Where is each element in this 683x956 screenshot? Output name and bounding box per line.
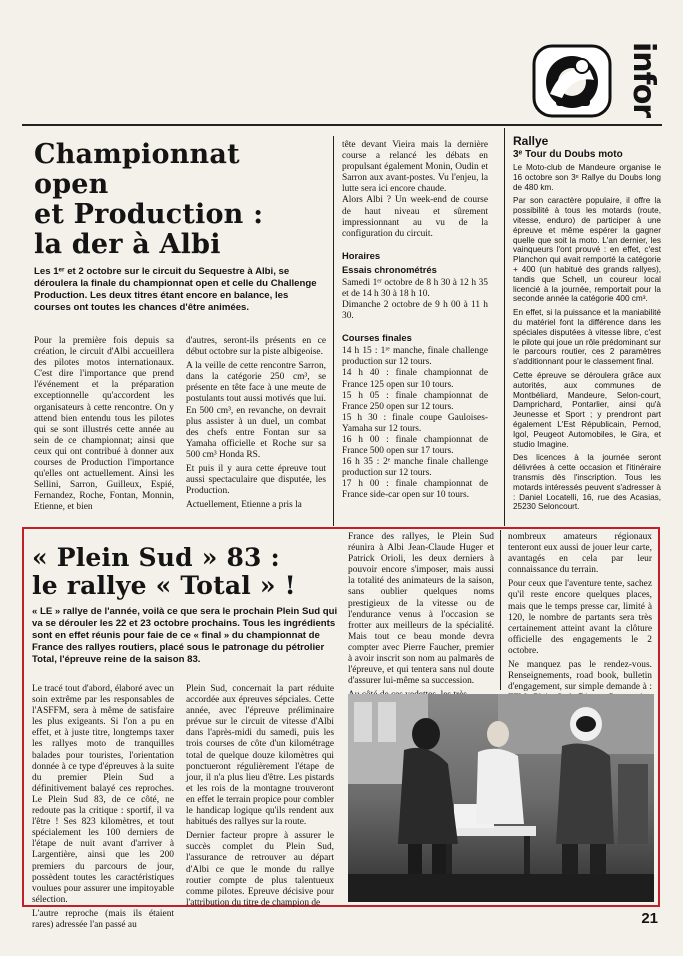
article2-col3 — [348, 532, 494, 704]
article2-col4-p3: Ne manquez pas le rendez-vous. Renseignements, road book, bulletin d'engagement, sur simple demande à : — [508, 660, 652, 693]
course-item: 15 h 05 : finale championnat de France 250 open sur 12 tours. — [342, 390, 488, 412]
article1-col1 — [34, 336, 174, 517]
rallye-heading: Rallye — [513, 134, 549, 148]
rallye-sidebar — [513, 134, 661, 516]
paddock-photo-illustration — [348, 694, 654, 902]
rallye-p3: En effet, si la puissance et la maniabilité du matériel font la différence dans les spéciales disputées à vitesse libre, c'est le pilote qui joue un rôle prédominant sur le parcours routier, ces 2 paramètres s'additionnant pour le classement final. — [513, 308, 661, 367]
rallye-subheading: 3ᵉ Tour du Doubs moto — [513, 149, 623, 160]
article1-col2-p4: Actuellement, Etienne a pris la — [186, 500, 302, 511]
course-item: 17 h 00 : finale championnat de France side-car open sur 10 tours. — [342, 479, 488, 501]
courses-heading: Courses finales — [342, 332, 412, 344]
article1-col1-text: Pour la première fois depuis sa création, le circuit d'Albi accueillera des pilotes motos internationaux. C'est dire l'importance que prend l'événement et la préparation exceptionnelle qu'accordent les organisateurs à cette rencontre. On y attend bien entendu tous les pilotes qui se sont illustrés cette année au sein de ce championnat; ainsi que ceux qui ont contribué à donner aux courses de Production l'importance qu'elles ont actuellement. Ainsi les Sellini, Sarron, Guilleux, Espié, Fernandez, Roche, Fontan, Monnin, Etienne, et bien — [34, 336, 174, 513]
page-number: 21 — [641, 910, 658, 927]
article1-title-line1: Championnat — [34, 139, 240, 170]
course-item: 14 h 15 : 1ʳᵉ manche, finale challenge production sur 12 tours. — [342, 346, 488, 368]
rallye-divider — [504, 128, 505, 526]
article2-col2-p2: Dernier facteur propre à assurer le succès complet du Plein Sud, l'assurance de retrouver au départ d'Albi ce que le monde du rallye routier compte de plus talentueux comme pilotes. Epreuve décisive pour l'attribution du titre de champion de — [186, 831, 334, 908]
article2-col2-p1: Plein Sud, concernait la part réduite accordée aux épreuves sépciales. Cette année, avec l'épreuve préliminaire prévue sur le circuit de vitesse d'Albi dans l'après-midi du samedi, puis les trois courses de côte d'un kilométrage total de quelque douze kilomètres qui ponctueront régulièrement l'étape de jour, il n'a plus lieu d'être. Les pistards et les rois de la montagne trouveront en effet le terrain propice pour combler le handicap logique qu'ils rendent aux habitués des rallyes sur la route. — [186, 684, 334, 828]
article1-lead-text: Les 1ᵉʳ et 2 octobre sur le circuit du Sequestre à Albi, se déroulera la finale du championnat open et celle du Challenge Production. Les deux titres étant encore en balance, les courses ont toutes les chances d'être animées. — [34, 266, 317, 313]
article2-lead — [32, 606, 338, 666]
article2-title-line1: « Plein Sud » 83 : — [32, 543, 280, 572]
top-rule-right — [510, 124, 662, 126]
article1-divider — [333, 136, 334, 526]
article2-col1 — [32, 684, 174, 934]
rallye-p4: Cette épreuve se déroulera grâce aux autorités, aux communes de Montbéliard, Mandeure, Selon-court, Damprichard, Pontarlier, ainsi qu'à Jeunesse et Sport ; y prendront part également L'Est Républicain, Pernod, Igol, Peugeot Automobiles, le Gira, et studio Imagine. — [513, 370, 661, 449]
course-item: 14 h 40 : finale championnat de France 125 open sur 10 tours. — [342, 368, 488, 390]
article1-title-line4: la der à Albi — [34, 229, 221, 260]
rallye-p1: Le Moto-club de Mandeure organise le 16 octobre son 3ᵉ Rallye du Doubs long de 480 km. — [513, 163, 661, 192]
article1-col3 — [342, 140, 488, 502]
article1-col2-p2: A la veille de cette rencontre Sarron, dans la catégorie 250 cm³, se présente en tête face à une meute de postulants tout aussi motivés que lui. En 500 cm³, en revanche, on devrait plus assister à un duel, un combat des chefs entre Fontan sur sa Yamaha officielle et Roche sur sa 500 cm³ Honda RS. — [186, 361, 326, 460]
article2-col3-p1: France des rallyes, le Plein Sud réunira à Albi Jean-Claude Huger et Patrick Orioli, les deux derniers à pouvoir encore s'imposer, mais aussi la totalité des animateurs de la saison, sans oublier quelques noms prestigieux de la vitesse ou de l'endurance venus à l'occasion se frotter aux meilleurs de la spécialité. Mais tout ce beau monde devra compter avec Pierre Faucher, premier à avoir inscrit son nom au palmarès de l'épreuve, et qui tentera sans nul doute d'assurer lui-même sa succession. — [348, 532, 494, 687]
rallye-p2: Par son caractère populaire, il offre la possibilité à tous les motards (route, vitesse, enduro) de participer à une épreuve et même espérer la gagner quelle que soit la moto. L'an dernier, les vainqueurs l'ont prouvé : en effet, c'est Planchon qui avait remporté la catégorie + 400 (un habitué des grands rallyes), tandis que Schell, un coureur local licencié à la journée, remportait pour la seconde année la catégorie 400 cm³. — [513, 196, 661, 304]
article1-title-line3: et Production : — [34, 199, 264, 230]
article2-col1-p1: Le tracé tout d'abord, élaboré avec un soin extrême par les responsables de l'ASFFM, sera à même de satisfaire les plus exigeants. Si l'on a pu en effet, et à juste titre, longtemps taxer les rallyes moto de tranquilles balades pour touristes, l'orientation donnée à ce type d'épreuves à la suite du premier Plein Sud a définitivement balayé ces reproches. Le Plein Sud 83, de ce côté, ne redoute pas la critique : sportif, il va l'être ! Ses 823 kilomètres, et tout spécialement les 100 derniers de l'étape de nuit avant d'arriver à Largentière, ainsi que les 200 premiers du parcours de jour, possèdent toutes les caractéristiques voulues pour assurer une impitoyable sélection. — [32, 684, 174, 905]
rallye-body — [513, 163, 661, 512]
article2-col-divider — [500, 530, 501, 690]
article1-lead — [34, 266, 326, 314]
article1-col2 — [186, 336, 326, 514]
article2-lead-text: « LE » rallye de l'année, voilà ce que sera le prochain Plein Sud qui va se dérouler les 22 et 23 octobre prochains. Tous les ingrédients sont en effet réunis pour faie de ce « final » du championnat de France des rallyes routiers, placé sous le patronage du pétrolier Total, l'épreuve reine de la saison 83. — [32, 606, 338, 665]
article2-title-line2: le rallye « Total » ! — [32, 571, 296, 600]
course-item: 15 h 30 : finale coupe Gauloises-Yamaha sur 12 tours. — [342, 412, 488, 434]
article2-photo — [348, 694, 654, 902]
top-rule — [22, 124, 510, 126]
course-item: 16 h 35 : 2ᵉ manche finale challenge production sur 12 tours. — [342, 457, 488, 479]
article1-title-line2: open — [34, 169, 109, 200]
logo-text: infor — [626, 42, 661, 118]
article2-col2 — [186, 684, 334, 912]
essais-text: Samedi 1ᵉʳ octobre de 8 h 30 à 12 h 35 et de 14 h 30 à 18 h 10. Dimanche 2 octobre de 9 h 00 à 11 h 30. — [342, 277, 488, 322]
article1-col3-text: tête devant Vieira mais la dernière course a relancé les débats en propulsant également Monin, Oudin et Sarron aux avant-postes. Vu l'enjeu, la lutte sera ici encore chaude. Alors Albi ? Un week-end de course de haut niveau et sûrement impressionnant au vu de la configuration du circuit. — [342, 140, 488, 239]
article2-col1-p2: L'autre reproche (mais ils étaient rares) adressée l'an passé au — [32, 908, 174, 930]
article1-col2-p1: d'autres, seront-ils présents en ce début octobre sur la piste albigeoise. — [186, 336, 326, 358]
horaires-heading: Horaires — [342, 249, 381, 261]
article1-title — [34, 140, 334, 260]
article2-title — [32, 544, 342, 600]
rallye-p5: Des licences à la journée seront délivrées à cette occasion et l'itinéraire transmis dès l'inscription. Tous les motards intéressés peuvent s'adresser à : Daniel Locatelli, 16, rue des Acasias, 25230 Seloncourt. — [513, 453, 661, 512]
article2-col4-p1: nombreux amateurs régionaux tenteront eux aussi de jouer leur carte, avantagés en cela par leur connaissance du terrain. — [508, 532, 652, 576]
essais-heading: Essais chronométrés — [342, 263, 437, 275]
article2-col4-p2: Pour ceux que l'aventure tente, sachez qu'il reste encore quelques places, mais que le temps presse car, limité à 120, le nombre de partants sera très certainement atteint avant la clôture officielle des engagements le 2 octobre. — [508, 579, 652, 656]
article1-col2-p3: Et puis il y aura cette épreuve tout aussi spectaculaire que disputée, les Production. — [186, 464, 326, 497]
header-logo — [532, 44, 660, 120]
article2-col4 — [508, 532, 652, 719]
course-item: 16 h 00 : finale championnat de France 500 open sur 17 tours. — [342, 434, 488, 457]
